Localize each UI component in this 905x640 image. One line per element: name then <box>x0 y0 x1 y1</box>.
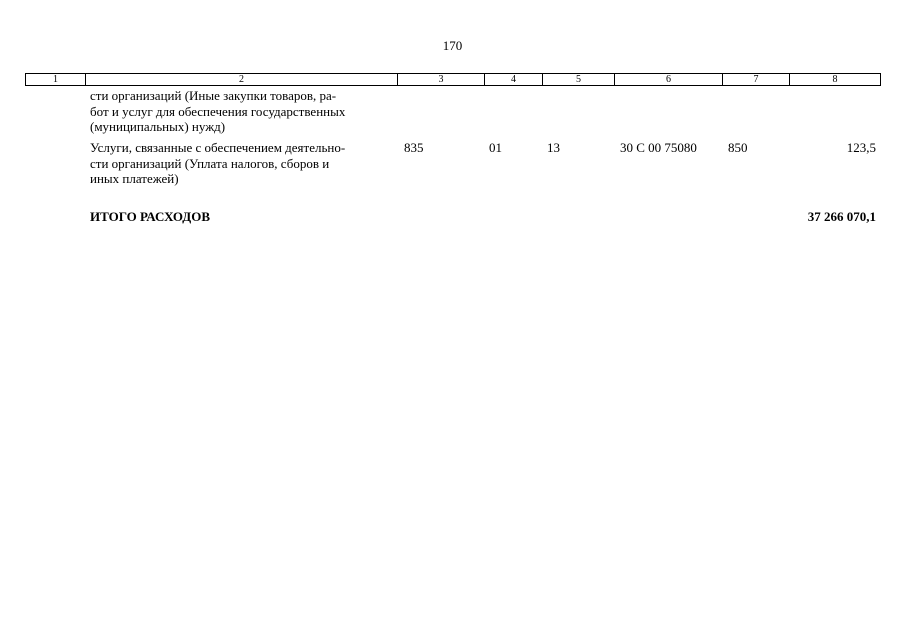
header-col-1: 1 <box>26 74 86 86</box>
header-col-8: 8 <box>790 74 881 86</box>
row-2-col-7: 850 <box>728 140 748 155</box>
header-col-2: 2 <box>86 74 398 86</box>
header-col-5: 5 <box>543 74 615 86</box>
column-number-header <box>25 73 881 86</box>
row-2-col-4: 01 <box>489 140 502 155</box>
total-value: 37 266 070,1 <box>807 209 876 224</box>
row-1-description: сти организаций (Иные закупки товаров, ра- бот и услуг для обеспечения государственных (муниципальных) нужд) <box>90 88 346 134</box>
header-col-6: 6 <box>615 74 723 86</box>
page-number: 170 <box>442 38 463 53</box>
header-col-3: 3 <box>398 74 485 86</box>
row-2-col-8: 123,5 <box>846 140 876 155</box>
row-2-description: Услуги, связанные с обеспечением деятельно- сти организаций (Уплата налогов, сборов и иных платежей) <box>90 140 346 186</box>
header-col-4: 4 <box>485 74 543 86</box>
row-2-col-3: 835 <box>404 140 424 155</box>
header-col-7: 7 <box>723 74 790 86</box>
total-label: ИТОГО РАСХОДОВ <box>90 209 211 224</box>
row-2-col-5: 13 <box>547 140 560 155</box>
row-2-col-6: 30 С 00 75080 <box>620 140 697 155</box>
